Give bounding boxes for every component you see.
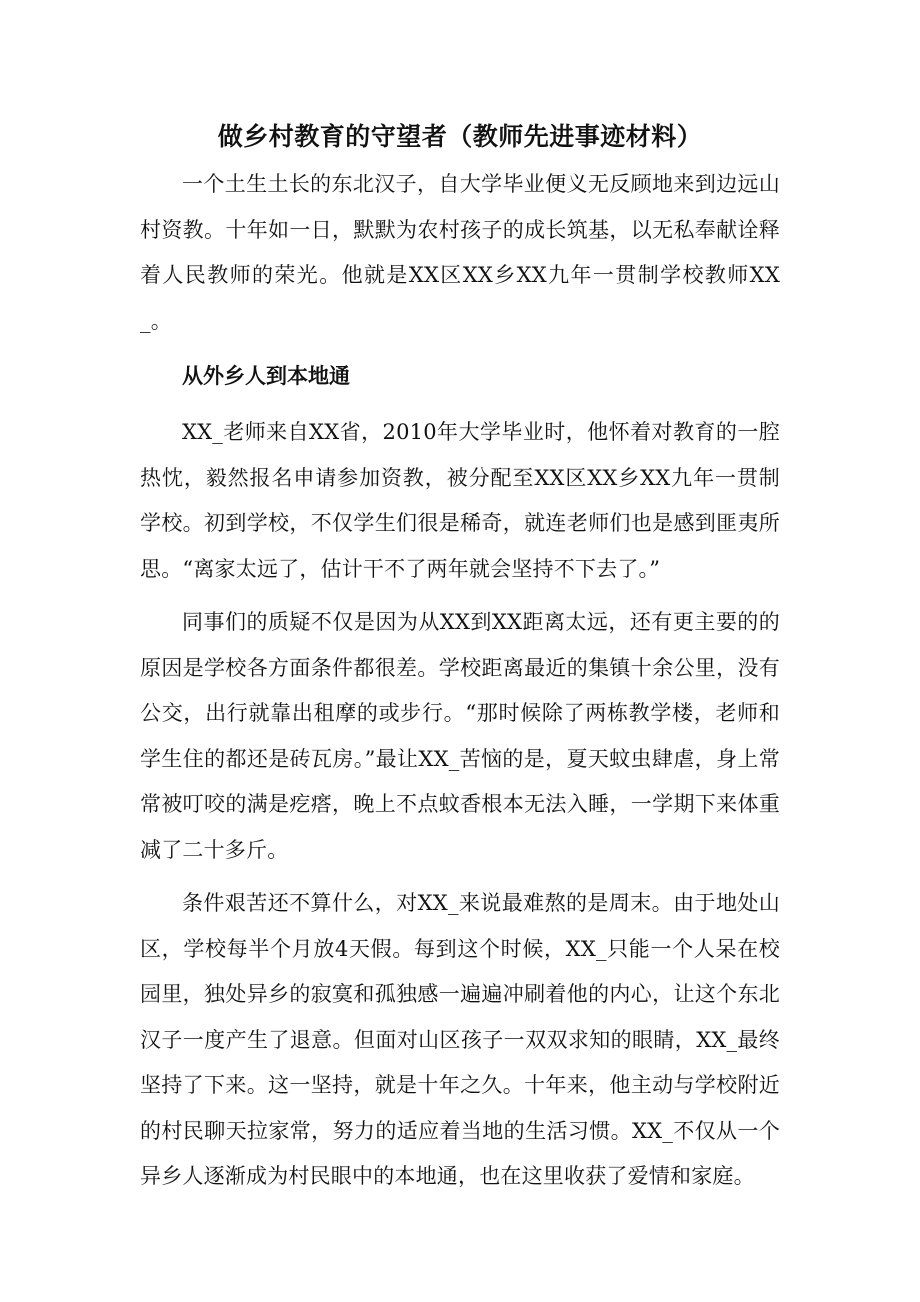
document-body: [140, 162, 780, 1200]
section-heading: 从外乡人到本地通: [182, 363, 350, 388]
document-title: 做乡村教育的守望者（教师先进事迹材料）: [217, 122, 703, 151]
paragraph-conditions: 同事们的质疑不仅是因为从XX到XX距离太远，还有更主要的的原因是学校各方面条件都很差。学校距离最近的集镇十余公里，没有公交，出行就靠出租摩的或步行。“那时候除了两栋教学楼，老师和学生住的都还是砖瓦房。”最让XX_苦恼的是，夏天蚊虫肆虐，身上常常被叮咬的满是疙瘩，晚上不点蚊香根本无法入睡，一学期下来体重减了二十多斤。: [140, 610, 780, 862]
paragraph-arrival: XX_老师来自XX省，2010年大学毕业时，他怀着对教育的一腔热忱，毅然报名申请参加资教，被分配至XX区XX乡XX九年一贯制学校。初到学校，不仅学生们很是稀奇，就连老师们也是感到匪夷所思。“离家太远了，估计干不了两年就会坚持不下去了。”: [140, 420, 780, 581]
paragraph-perseverance: 条件艰苦还不算什么，对XX_来说最难熬的是周末。由于地处山区，学校每半个月放4天假。每到这个时候，XX_只能一个人呆在校园里，独处异乡的寂寞和孤独感一遍遍冲刷着他的内心，让这个东北汉子一度产生了退意。但面对山区孩子一双双求知的眼睛，XX_最终坚持了下来。这一坚持，就是十年之久。十年来，他主动与学校附近的村民聊天拉家常，努力的适应着当地的生活习惯。XX_不仅从一个异乡人逐渐成为村民眼中的本地通，也在这里收获了爱情和家庭。: [140, 891, 780, 1188]
paragraph-intro: 一个土生土长的东北汉子，自大学毕业便义无反顾地来到边远山村资教。十年如一日，默默为农村孩子的成长筑基，以无私奉献诠释着人民教师的荣光。他就是XX区XX乡XX九年一贯制学校教师XX_。: [140, 172, 780, 333]
